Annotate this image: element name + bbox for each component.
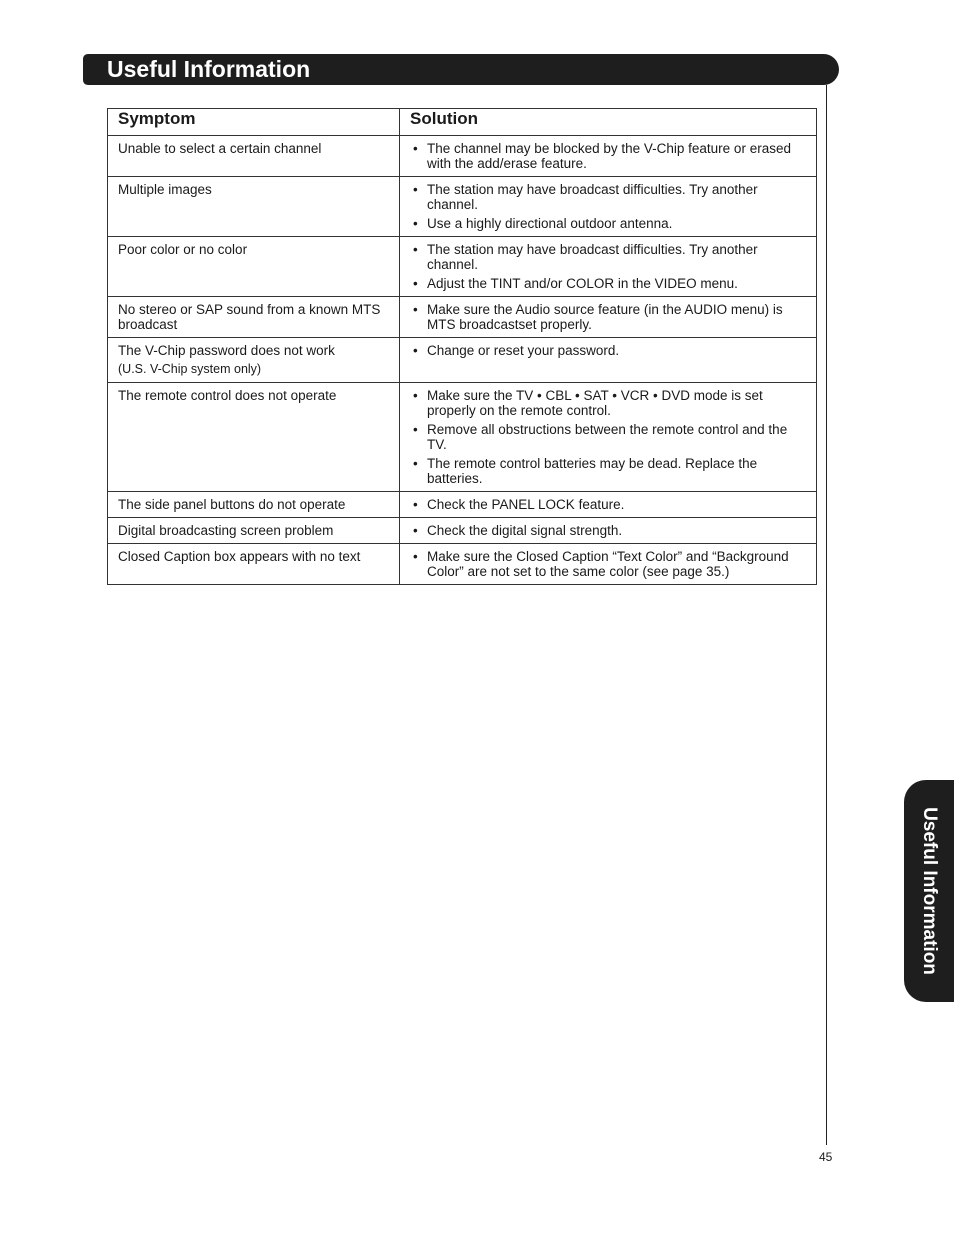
- solution-cell: [400, 383, 817, 492]
- symptom-text: Multiple images: [118, 182, 212, 197]
- symptom-text: The remote control does not operate: [118, 388, 337, 403]
- column-header-symptom: Symptom: [108, 109, 400, 136]
- symptom-cell: [108, 237, 400, 297]
- solution-item: • The station may have broadcast difficulties. Try another channel.: [410, 182, 806, 212]
- solution-cell: [400, 177, 817, 237]
- side-section-tab: [904, 780, 954, 1002]
- symptom-cell: [108, 297, 400, 338]
- solution-item: • Check the digital signal strength.: [410, 523, 806, 538]
- symptom-text: No stereo or SAP sound from a known MTS broadcast: [118, 302, 381, 332]
- symptom-cell: [108, 136, 400, 177]
- solution-list: [410, 343, 806, 358]
- solution-item: • Change or reset your password.: [410, 343, 806, 358]
- solution-item: • Make sure the Closed Caption “Text Color” and “Background Color” are not set to the same color (see page 35.): [410, 549, 806, 579]
- solution-list: [410, 497, 806, 512]
- solution-item: • The channel may be blocked by the V-Chip feature or erased with the add/erase feature.: [410, 141, 806, 171]
- symptom-cell: [108, 338, 400, 383]
- symptom-note: (U.S. V-Chip system only): [118, 362, 262, 376]
- table-row: [108, 297, 817, 338]
- solution-list: [410, 523, 806, 538]
- solution-list: [410, 182, 806, 231]
- solution-item: • Make sure the Audio source feature (in the AUDIO menu) is MTS broadcastset properly.: [410, 302, 806, 332]
- table-header-row: [108, 109, 817, 136]
- symptom-cell: [108, 492, 400, 518]
- table-row: [108, 177, 817, 237]
- solution-item: • Use a highly directional outdoor antenna.: [410, 216, 806, 231]
- symptom-text: Closed Caption box appears with no text: [118, 549, 361, 564]
- solution-cell: [400, 297, 817, 338]
- solution-cell: [400, 338, 817, 383]
- solution-item: • Check the PANEL LOCK feature.: [410, 497, 806, 512]
- table-row: [108, 518, 817, 544]
- solution-cell: [400, 518, 817, 544]
- symptom-cell: [108, 383, 400, 492]
- symptom-text: Digital broadcasting screen problem: [118, 523, 334, 538]
- symptom-text: Poor color or no color: [118, 242, 248, 257]
- column-header-solution: Solution: [400, 109, 817, 136]
- symptom-text: Unable to select a certain channel: [118, 141, 322, 156]
- table-row: [108, 492, 817, 518]
- table-row: [108, 136, 817, 177]
- right-margin-rule: [826, 85, 827, 1145]
- page-title: Useful Information: [107, 56, 311, 82]
- solution-cell: [400, 237, 817, 297]
- solution-item: • The remote control batteries may be dead. Replace the batteries.: [410, 456, 806, 486]
- symptom-text: The V-Chip password does not work: [118, 343, 335, 358]
- solution-item: • Adjust the TINT and/or COLOR in the VIDEO menu.: [410, 276, 806, 291]
- page-number: 45: [819, 1150, 833, 1164]
- side-tab-label: Useful Information: [919, 807, 940, 975]
- table-body: [108, 136, 817, 585]
- symptom-cell: [108, 544, 400, 585]
- solution-list: [410, 302, 806, 332]
- solution-cell: [400, 136, 817, 177]
- symptom-text: The side panel buttons do not operate: [118, 497, 346, 512]
- solution-item: • Make sure the TV • CBL • SAT • VCR • DVD mode is set properly on the remote control.: [410, 388, 806, 418]
- solution-cell: [400, 492, 817, 518]
- solution-cell: [400, 544, 817, 585]
- table-row: [108, 544, 817, 585]
- solution-list: [410, 141, 806, 171]
- table-row: [108, 237, 817, 297]
- solution-item: • Remove all obstructions between the remote control and the TV.: [410, 422, 806, 452]
- table-row: [108, 338, 817, 383]
- solution-list: [410, 388, 806, 486]
- troubleshooting-table: [107, 108, 817, 585]
- solution-item: • The station may have broadcast difficulties. Try another channel.: [410, 242, 806, 272]
- page-title-bar: [83, 54, 839, 85]
- symptom-cell: [108, 518, 400, 544]
- symptom-cell: [108, 177, 400, 237]
- solution-list: [410, 549, 806, 579]
- table-row: [108, 383, 817, 492]
- solution-list: [410, 242, 806, 291]
